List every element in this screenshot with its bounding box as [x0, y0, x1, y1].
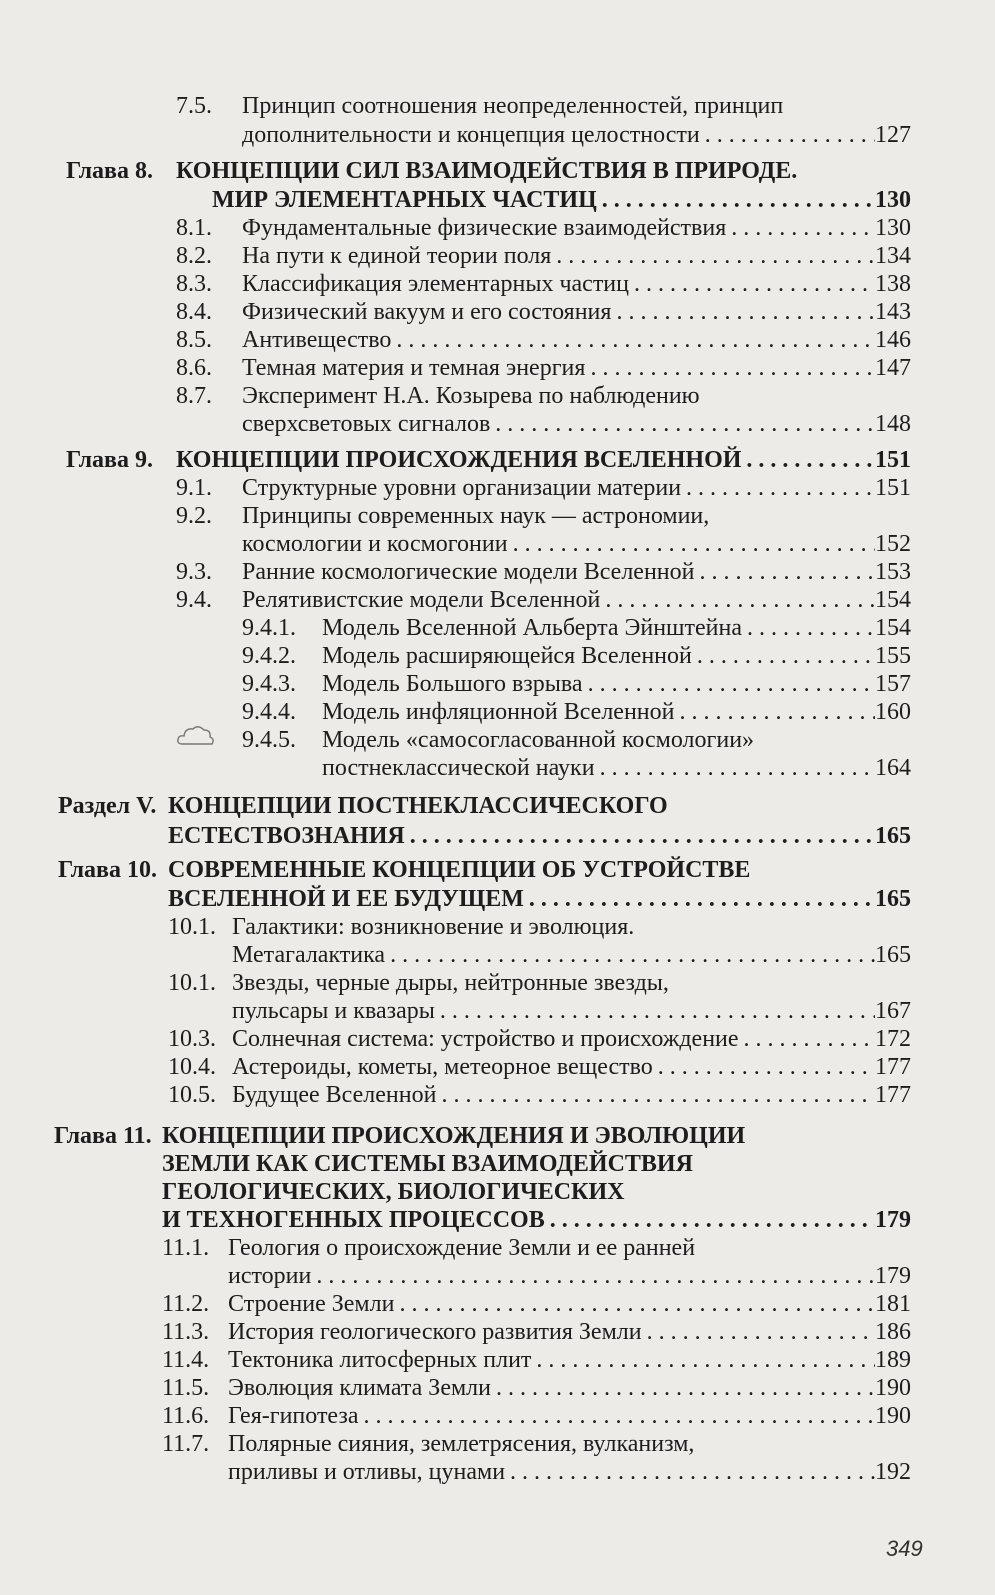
- page-number: 147: [875, 355, 911, 381]
- entry-number: 10.4.: [168, 1054, 216, 1080]
- page-number: 143: [875, 299, 911, 325]
- entry-title: Модель Вселенной Альберта Эйнштейна: [322, 615, 743, 641]
- entry-title: Звезды, черные дыры, нейтронные звезды,: [232, 970, 669, 996]
- entry-title: Галактики: возникновение и эволюция.: [232, 914, 635, 940]
- toc-entry: [0, 698, 995, 726]
- leader-dots: [595, 754, 875, 782]
- entry-title: Фундаментальные физические взаимодействия: [242, 215, 727, 241]
- entry-number: 11.6.: [162, 1403, 210, 1429]
- entry-title: Ранние космологические модели Вселенной: [242, 559, 695, 585]
- entry-number: 8.6.: [176, 355, 212, 381]
- entry-number: 8.3.: [176, 271, 212, 297]
- toc-entry: [0, 1458, 995, 1486]
- leader-dots: [692, 642, 875, 670]
- toc-chapter: [0, 157, 995, 185]
- entry-title: Модель расширяющейся Вселенной: [322, 643, 692, 669]
- entry-number: 9.4.2.: [242, 643, 296, 669]
- entry-title: Классификация элементарных частиц: [242, 271, 629, 297]
- page-number: 189: [875, 1347, 911, 1373]
- toc-entry: [0, 913, 995, 941]
- leader-dots: [405, 822, 875, 850]
- toc-chapter: [0, 1150, 995, 1178]
- chapter-title: МИР ЭЛЕМЕНТАРНЫХ ЧАСТИЦ: [212, 187, 597, 213]
- page-number: 130: [875, 215, 911, 241]
- leader-dots: [391, 326, 875, 354]
- toc-entry: [0, 642, 995, 670]
- entry-number: 8.7.: [176, 383, 212, 409]
- toc-entry: [0, 121, 995, 149]
- toc-chapter: [0, 1122, 995, 1150]
- entry-number: 11.4.: [162, 1347, 210, 1373]
- chapter-label: Глава 10.: [58, 857, 157, 883]
- entry-number: 11.5.: [162, 1375, 210, 1401]
- entry-title: приливы и отливы, цунами: [228, 1459, 506, 1485]
- entry-number: 8.2.: [176, 243, 212, 269]
- entry-number: 9.4.5.: [242, 727, 296, 753]
- entry-title: Будущее Вселенной: [232, 1082, 437, 1108]
- leader-dots: [435, 997, 875, 1025]
- toc-entry: [0, 726, 995, 754]
- leader-dots: [491, 1374, 875, 1402]
- entry-title: Солнечная система: устройство и происхождение: [232, 1026, 739, 1052]
- entry-title: Полярные сияния, землетрясения, вулканизм,: [228, 1431, 695, 1457]
- leader-dots: [524, 885, 875, 913]
- page-number: 138: [875, 271, 911, 297]
- leader-dots: [600, 586, 875, 614]
- entry-number: 8.4.: [176, 299, 212, 325]
- page-number: 160: [875, 699, 911, 725]
- toc-entry: [0, 754, 995, 782]
- entry-title: Структурные уровни организации материи: [242, 475, 682, 501]
- leader-dots: [585, 354, 875, 382]
- page-number: 146: [875, 327, 911, 353]
- entry-title: На пути к единой теории поля: [242, 243, 552, 269]
- entry-title: Антивещество: [242, 327, 392, 353]
- page-number: 157: [875, 671, 911, 697]
- entry-number: 10.5.: [168, 1082, 216, 1108]
- page-number: 155: [875, 643, 911, 669]
- entry-title: Модель инфляционной Вселенной: [322, 699, 675, 725]
- leader-dots: [653, 1053, 875, 1081]
- entry-title: Строение Земли: [228, 1291, 395, 1317]
- toc-entry: [0, 474, 995, 502]
- toc-section: [0, 822, 995, 850]
- page-folio: 349: [886, 1536, 923, 1561]
- toc-entry: [0, 270, 995, 298]
- page-number: 179: [875, 1207, 911, 1233]
- toc-entry: [0, 1234, 995, 1262]
- chapter-title: КОНЦЕПЦИИ ПРОИСХОЖДЕНИЯ ВСЕЛЕННОЙ: [176, 447, 742, 473]
- page-number: 177: [875, 1054, 911, 1080]
- chapter-title: СОВРЕМЕННЫЕ КОНЦЕПЦИИ ОБ УСТРОЙСТВЕ: [168, 857, 751, 883]
- page-number: 192: [875, 1459, 911, 1485]
- entry-number: 8.5.: [176, 327, 212, 353]
- toc-entry: [0, 502, 995, 530]
- entry-number: 9.2.: [176, 503, 212, 529]
- toc-entry: [0, 410, 995, 438]
- toc-chapter: [0, 885, 995, 913]
- entry-number: 9.4.: [176, 587, 212, 613]
- toc-entry: [0, 614, 995, 642]
- leader-dots: [545, 1206, 875, 1234]
- leader-dots: [436, 1081, 875, 1109]
- page-number: 148: [875, 411, 911, 437]
- toc-entry: [0, 298, 995, 326]
- toc-chapter: [0, 1178, 995, 1206]
- chapter-title: ВСЕЛЕННОЙ И ЕЕ БУДУЩЕМ: [168, 886, 524, 912]
- page-number: 190: [875, 1403, 911, 1429]
- leader-dots: [742, 614, 875, 642]
- leader-dots: [394, 1290, 875, 1318]
- entry-number: 8.1.: [176, 215, 212, 241]
- chapter-title: И ТЕХНОГЕННЫХ ПРОЦЕССОВ: [162, 1207, 545, 1233]
- page-number: 181: [875, 1291, 911, 1317]
- page-number: 186: [875, 1319, 911, 1345]
- leader-dots: [739, 1025, 875, 1053]
- toc-entry: [0, 586, 995, 614]
- entry-title: Модель Большого взрыва: [322, 671, 583, 697]
- entry-title: Эволюция климата Земли: [228, 1375, 491, 1401]
- entry-number: 9.4.3.: [242, 671, 296, 697]
- entry-title: Модель «самосогласованной космологии»: [322, 727, 755, 753]
- page-number: 152: [875, 531, 911, 557]
- entry-number: 10.1.: [168, 914, 216, 940]
- page-number: 151: [875, 475, 911, 501]
- leader-dots: [611, 298, 875, 326]
- leader-dots: [681, 474, 875, 502]
- page-number: 165: [875, 823, 911, 849]
- toc-entry: [0, 1262, 995, 1290]
- chapter-title: ГЕОЛОГИЧЕСКИХ, БИОЛОГИЧЕСКИХ: [162, 1179, 625, 1205]
- toc-entry: [0, 1053, 995, 1081]
- leader-dots: [311, 1262, 875, 1290]
- entry-title: Тектоника литосферных плит: [228, 1347, 532, 1373]
- entry-title: космологии и космогонии: [242, 531, 508, 557]
- entry-title: истории: [228, 1263, 312, 1289]
- toc-entry: [0, 92, 995, 120]
- toc-entry: [0, 1290, 995, 1318]
- page-number: 164: [875, 755, 911, 781]
- toc-entry: [0, 530, 995, 558]
- toc-entry: [0, 1025, 995, 1053]
- toc-entry: [0, 969, 995, 997]
- entry-title: Геология о происхождение Земли и ее ранней: [228, 1235, 696, 1261]
- entry-title: Релятивистские модели Вселенной: [242, 587, 601, 613]
- leader-dots: [385, 941, 875, 969]
- chapter-title: КОНЦЕПЦИИ ПРОИСХОЖДЕНИЯ И ЭВОЛЮЦИИ: [162, 1123, 746, 1149]
- toc-entry: [0, 214, 995, 242]
- toc-entry: [0, 1318, 995, 1346]
- entry-title: постнеклассической науки: [322, 755, 595, 781]
- leader-dots: [597, 186, 875, 214]
- leader-dots: [551, 242, 875, 270]
- entry-number: 9.4.1.: [242, 615, 296, 641]
- page-number: 179: [875, 1263, 911, 1289]
- page-number: 130: [875, 187, 911, 213]
- entry-title: История геологического развития Земли: [228, 1319, 642, 1345]
- section-label: Раздел V.: [58, 793, 157, 819]
- toc-entry: [0, 354, 995, 382]
- page-number: 190: [875, 1375, 911, 1401]
- entry-number: 7.5.: [176, 93, 212, 119]
- chapter-label: Глава 8.: [66, 158, 153, 184]
- toc-entry: [0, 1430, 995, 1458]
- page-number: 151: [875, 447, 911, 473]
- leader-dots: [694, 558, 875, 586]
- toc-entry: [0, 1402, 995, 1430]
- entry-title: Метагалактика: [232, 942, 386, 968]
- leader-dots: [674, 698, 875, 726]
- section-title: КОНЦЕПЦИИ ПОСТНЕКЛАССИЧЕСКОГО: [168, 793, 668, 819]
- leader-dots: [629, 270, 875, 298]
- page-number: 172: [875, 1026, 911, 1052]
- chapter-title: ЗЕМЛИ КАК СИСТЕМЫ ВЗАИМОДЕЙСТВИЯ: [162, 1151, 693, 1177]
- leader-dots: [531, 1346, 875, 1374]
- leader-dots: [583, 670, 875, 698]
- toc-chapter: [0, 446, 995, 474]
- page-number: 165: [875, 942, 911, 968]
- entry-title: дополнительности и концепция целостности: [242, 122, 700, 148]
- toc-chapter: [0, 856, 995, 884]
- page-number: 134: [875, 243, 911, 269]
- leader-dots: [642, 1318, 875, 1346]
- leader-dots: [505, 1458, 875, 1486]
- chapter-title: КОНЦЕПЦИИ СИЛ ВЗАИМОДЕЙСТВИЯ В ПРИРОДЕ.: [176, 158, 798, 184]
- entry-number: 11.2.: [162, 1291, 210, 1317]
- entry-number: 9.4.4.: [242, 699, 296, 725]
- entry-number: 10.3.: [168, 1026, 216, 1052]
- leader-dots: [726, 214, 875, 242]
- leader-dots: [490, 410, 875, 438]
- page-number: 127: [875, 122, 911, 148]
- entry-number: 9.3.: [176, 559, 212, 585]
- page-number: 154: [875, 615, 911, 641]
- leader-dots: [359, 1402, 875, 1430]
- page-number: 165: [875, 886, 911, 912]
- toc-entry: [0, 1081, 995, 1109]
- chapter-label: Глава 9.: [66, 447, 153, 473]
- toc-entry: [0, 382, 995, 410]
- entry-title: Астероиды, кометы, метеорное вещество: [232, 1054, 653, 1080]
- entry-title: Принцип соотношения неопределенностей, принцип: [242, 93, 784, 119]
- section-title: ЕСТЕСТВОЗНАНИЯ: [168, 823, 405, 849]
- page-number: 177: [875, 1082, 911, 1108]
- leader-dots: [741, 446, 875, 474]
- entry-title: Темная материя и темная энергия: [242, 355, 586, 381]
- entry-number: 11.7.: [162, 1431, 210, 1457]
- page-number: 154: [875, 587, 911, 613]
- toc-chapter: [0, 186, 995, 214]
- entry-number: 11.3.: [162, 1319, 210, 1345]
- toc-entry: [0, 670, 995, 698]
- entry-title: сверхсветовых сигналов: [242, 411, 491, 437]
- entry-title: Эксперимент Н.А. Козырева по наблюдению: [242, 383, 700, 409]
- entry-title: Физический вакуум и его состояния: [242, 299, 612, 325]
- page-number: 167: [875, 998, 911, 1024]
- toc-entry: [0, 326, 995, 354]
- toc-entry: [0, 1374, 995, 1402]
- entry-title: пульсары и квазары: [232, 998, 435, 1024]
- toc-chapter: [0, 1206, 995, 1234]
- toc-entry: [0, 242, 995, 270]
- toc-section: [0, 792, 995, 820]
- toc-entry: [0, 941, 995, 969]
- entry-title: Гея-гипотеза: [228, 1403, 359, 1429]
- entry-number: 10.1.: [168, 970, 216, 996]
- toc-entry: [0, 997, 995, 1025]
- toc-entry: [0, 558, 995, 586]
- entry-number: 9.1.: [176, 475, 212, 501]
- leader-dots: [700, 121, 875, 149]
- chapter-label: Глава 11.: [54, 1123, 152, 1149]
- entry-title: Принципы современных наук — астрономии,: [242, 503, 710, 529]
- entry-number: 11.1.: [162, 1235, 210, 1261]
- leader-dots: [508, 530, 875, 558]
- page-number: 153: [875, 559, 911, 585]
- toc-entry: [0, 1346, 995, 1374]
